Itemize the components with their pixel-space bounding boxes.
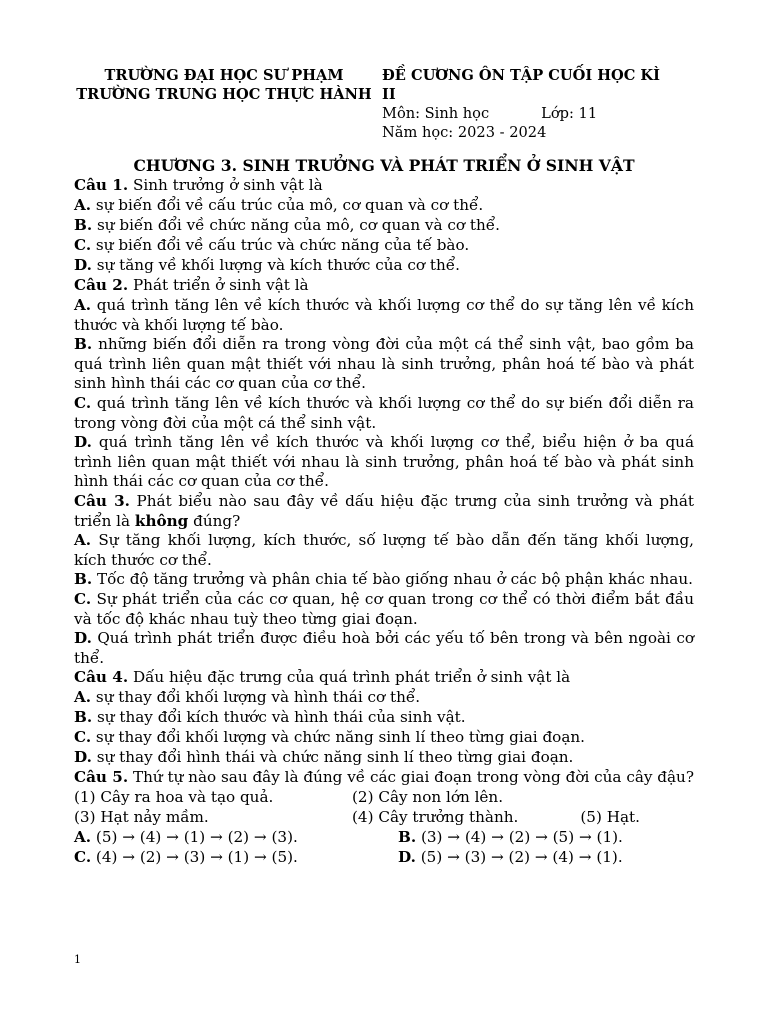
option-text: sự biến đổi về chức năng của mô, cơ quan và cơ thể. [92, 216, 500, 234]
question-2 [74, 276, 694, 492]
subject-label: Môn: Sinh học [382, 105, 490, 122]
option-label: A. [74, 196, 92, 214]
stage-row [74, 808, 694, 828]
school-year: Năm học: 2023 - 2024 [382, 124, 547, 141]
answer-option [74, 629, 694, 668]
option-label: C. [74, 728, 92, 747]
stage-item: (5) Hạt. [580, 807, 640, 826]
school-name-line2: TRƯỜNG TRUNG HỌC THỰC HÀNH [76, 86, 372, 103]
option-text: (5) → (4) → (1) → (2) → (3). [91, 827, 298, 846]
option-label: A. [74, 827, 92, 846]
option-text: Sự tăng khối lượng, kích thước, số lượng tế bào dẫn đến tăng khối lượng, kích thước cơ thể. [74, 531, 694, 569]
question-label: Câu 2. [74, 276, 129, 294]
document-title-line1: ĐỀ CƯƠNG ÔN TẬP CUỐI HỌC KÌ [382, 67, 660, 84]
option-label: A. [74, 688, 92, 707]
option-text: (4) → (2) → (3) → (1) → (5). [91, 847, 298, 866]
question-stem [74, 668, 694, 688]
question-text-end: đúng? [188, 511, 241, 530]
option-label: C. [74, 393, 92, 412]
answer-option [74, 256, 694, 276]
option-text: sự tăng về khối lượng và kích thước của cơ thể. [91, 256, 460, 274]
option-label: D. [74, 256, 92, 274]
question-emphasis: không [134, 511, 189, 530]
school-name-line1: TRƯỜNG ĐẠI HỌC SƯ PHẠM [104, 67, 344, 84]
option-text: sự thay đổi kích thước và hình thái của sinh vật. [92, 708, 466, 727]
option-text: sự thay đổi khối lượng và hình thái cơ thể. [91, 688, 421, 707]
subject-grade-row [382, 104, 702, 123]
question-text: Phát triển ở sinh vật là [128, 276, 309, 294]
answer-option [74, 590, 694, 629]
question-stem [74, 492, 694, 531]
option-text: Quá trình phát triển được điều hoà bởi các yếu tố bên trong và bên ngoài cơ thể. [74, 629, 694, 667]
option-text: những biến đổi diễn ra trong vòng đời của một cá thể sinh vật, bao gồm ba quá trình liên quan mật thiết với nhau là sinh trưởng, phân hoá tế bào và phát sinh hình thái các cơ quan của cơ thể. [74, 335, 694, 393]
answer-option [74, 196, 694, 216]
option-label: D. [74, 629, 92, 648]
option-label: B. [74, 708, 93, 727]
grade-label: Lớp: 11 [541, 105, 598, 122]
document-title-line2: II [382, 86, 396, 103]
stage-item-pair [352, 808, 694, 828]
question-label: Câu 1. [74, 176, 129, 194]
option-label: B. [398, 827, 417, 846]
option-label: B. [74, 216, 93, 234]
option-text: sự thay đổi hình thái và chức năng sinh lí theo từng giai đoạn. [91, 748, 574, 767]
option-text: quá trình tăng lên về kích thước và khối lượng cơ thể do sự biến đổi diễn ra trong vòng đời của một cá thể sinh vật. [74, 393, 694, 432]
answer-option [74, 394, 694, 433]
question-label: Câu 3. [74, 491, 130, 510]
option-text: Tốc độ tăng trưởng và phân chia tế bào giống nhau ở các bộ phận khác nhau. [92, 570, 693, 589]
answer-option [398, 848, 694, 868]
answer-option [74, 708, 694, 728]
question-text: Phát biểu nào sau đây về dấu hiệu đặc trưng của sinh trưởng và phát triển là [74, 491, 694, 530]
option-label: D. [74, 433, 92, 452]
answer-option [74, 236, 694, 256]
answer-row [74, 848, 694, 868]
option-text: sự thay đổi khối lượng và chức năng sinh lí theo từng giai đoạn. [91, 728, 585, 747]
answer-option [74, 848, 398, 868]
answer-option [74, 728, 694, 748]
stage-item: (3) Hạt nảy mầm. [74, 807, 209, 826]
option-text: (5) → (3) → (2) → (4) → (1). [415, 847, 623, 866]
question-1 [74, 176, 694, 276]
answer-option [398, 828, 694, 848]
option-label: A. [74, 531, 92, 550]
answer-option [74, 688, 694, 708]
stage-item: (4) Cây trưởng thành. [352, 807, 519, 826]
stage-row [74, 788, 694, 808]
answer-option [74, 828, 398, 848]
answer-option [74, 296, 694, 335]
school-header [74, 66, 374, 104]
question-4 [74, 668, 694, 768]
option-label: D. [74, 748, 92, 767]
answer-option [74, 335, 694, 394]
option-label: D. [398, 847, 416, 866]
question-5 [74, 768, 694, 868]
answer-option [74, 216, 694, 236]
option-label: C. [74, 589, 92, 608]
stage-item: (1) Cây ra hoa và tạo quả. [74, 787, 274, 806]
option-label: B. [74, 570, 93, 589]
option-text: sự biến đổi về cấu trúc và chức năng của tế bào. [91, 236, 470, 254]
option-text: (3) → (4) → (2) → (5) → (1). [416, 827, 623, 846]
option-label: C. [74, 847, 92, 866]
option-label: C. [74, 236, 92, 254]
page-number: 1 [74, 953, 81, 966]
answer-row [74, 828, 694, 848]
answer-option [74, 570, 694, 590]
question-label: Câu 5. [74, 768, 129, 787]
answer-option [74, 433, 694, 492]
option-text: sự biến đổi về cấu trúc của mô, cơ quan và cơ thể. [91, 196, 484, 214]
option-text: quá trình tăng lên về kích thước và khối lượng cơ thể do sự tăng lên về kích thước và khối lượng tế bào. [74, 296, 694, 334]
question-text: Dấu hiệu đặc trưng của quá trình phát triển ở sinh vật là [128, 668, 571, 687]
question-text: Thứ tự nào sau đây là đúng về các giai đoạn trong vòng đời của cây đậu? [128, 768, 694, 787]
exam-header [382, 66, 702, 142]
question-3 [74, 492, 694, 668]
answer-option [74, 748, 694, 768]
option-text: Sự phát triển của các cơ quan, hệ cơ quan trong cơ thể có thời điểm bắt đầu và tốc độ khác nhau tuỳ theo từng giai đoạn. [74, 589, 694, 628]
question-stem [74, 768, 694, 788]
question-list [74, 176, 694, 868]
question-text: Sinh trưởng ở sinh vật là [128, 176, 323, 194]
stage-item: (2) Cây non lớn lên. [352, 787, 504, 806]
option-label: A. [74, 296, 92, 314]
chapter-title: CHƯƠNG 3. SINH TRƯỞNG VÀ PHÁT TRIỂN Ở SINH VẬT [133, 156, 635, 175]
question-stem [74, 276, 694, 296]
option-label: B. [74, 335, 93, 354]
question-label: Câu 4. [74, 668, 129, 687]
question-stem [74, 176, 694, 196]
option-text: quá trình tăng lên về kích thước và khối lượng cơ thể, biểu hiện ở ba quá trình liên quan mật thiết với nhau là sinh trưởng, phân hoá tế bào và phát sinh hình thái các cơ quan của cơ thể. [74, 433, 694, 491]
answer-option [74, 531, 694, 570]
